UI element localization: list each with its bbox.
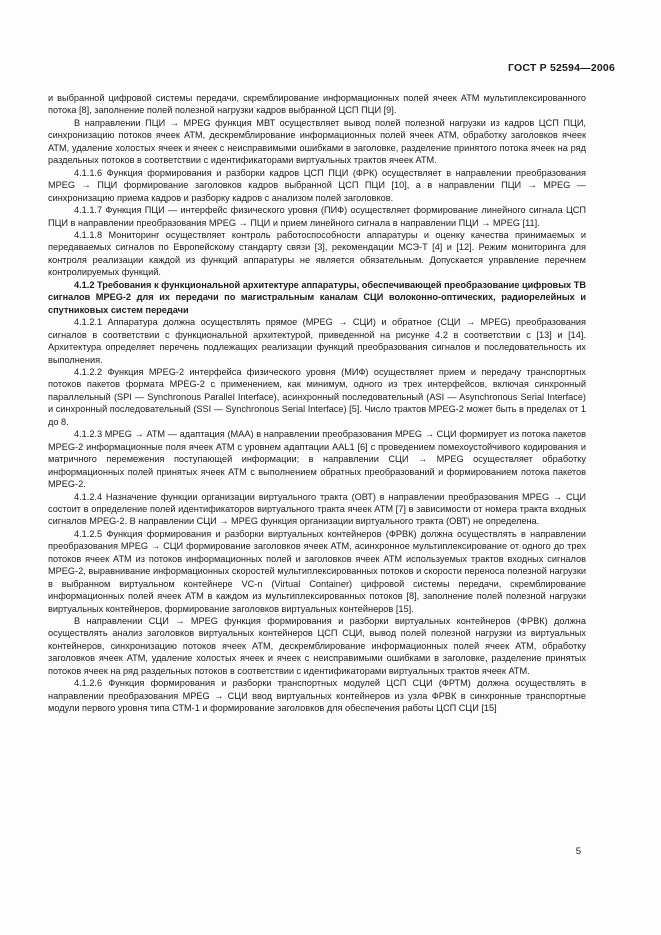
paragraph-4-1-2-6: 4.1.2.6 Функция формирования и разборки транспортных модулей ЦСП СЦИ (ФРТМ) должна осуществлять в направлении преобразования MPEG → СЦИ ввод виртуальных контейнеров из узла ФРВК в синхронные транспортные модули первого уровня типа СТМ-1 и формирование заголовков для обеспечения работы ЦСП СЦИ [15] (48, 678, 586, 714)
paragraph: В направлении ПЦИ → MPEG функция МВТ осуществляет вывод полей полезной нагрузки из кадров ЦСП ПЦИ, синхронизацию потоков ячеек АТМ, дескремблирование информационных полей ячеек АТМ, обработку заголовков ячеек АТМ, удаление холостых ячеек и ячеек с неисправимыми ошибками в заголовке, разделение принятого потока ячеек на ряд раздельных потоков в соответствии с идентификаторами виртуальных трактов ячеек АТМ. (48, 117, 586, 166)
paragraph-4-1-1-7: 4.1.1.7 Функция ПЦИ — интерфейс физического уровня (ПИФ) осуществляет формирование линейного сигнала ЦСП ПЦИ в направлении преобразования MPEG → ПЦИ и прием линейного сигнала в направлении ПЦИ → MPEG [11]. (48, 205, 586, 228)
document-body (48, 92, 586, 715)
paragraph-4-1-2-5: 4.1.2.5 Функция формирования и разборки виртуальных контейнеров (ФРВК) должна осуществлять в направлении преобразования MPEG → СЦИ формирование заголовков ячеек АТМ, асинхронное мультиплексирование от одного до трех потоков ячеек АТМ из потоков информационных полей и заголовков ячеек АТМ используемых трактов входных сигналов MPEG-2, выравнивание информационных скоростей мультиплексированных потоков и скорости переноса полезной нагрузки в выбранном виртуальном контейнере VC-n (Virtual Container) цифровой системы передачи, скремблирование информационных полей ячеек АТМ в каждом из мультиплексированных потоков [8], заполнение полей полезной нагрузки виртуальных контейнеров, формирование заголовков виртуальных контейнеров [15]. (48, 528, 586, 614)
paragraph-4-1-2-1: 4.1.2.1 Аппаратура должна осуществлять прямое (MPEG → СЦИ) и обратное (СЦИ → MPEG) преобразования сигналов в соответствии с функциональной архитектурой, приведенной на рисунке 4.2 в соответствии с [13] и [14]. Архитектура определяет перечень подлежащих реализации функций преобразования сигналов и последовательность их выполнения. (48, 317, 586, 365)
paragraph-continuation: и выбранной цифровой системы передачи, скремблирование информационных полей ячеек АТМ мультиплексированного потока [8], заполнение полей полезной нагрузки кадров выбранной ЦСП ПЦИ [9]. (48, 93, 586, 116)
paragraph-4-1-2-2: 4.1.2.2 Функция MPEG-2 интерфейса физического уровня (МИФ) осуществляет прием и передачу транспортных потоков пакетов формата MPEG-2 с применением, как минимум, одного из трех интерфейсов, включая синхронный параллельный (SPI — Synchronous Parallel Interface), асинхронный последовательный (ASI — Asynchronous Serial Interface) и синхронный последовательный (SSI — Synchronous Serial Interface) [5]. Число трактов MPEG-2 может быть в пределах от 1 до 8. (48, 366, 586, 427)
paragraph-4-1-1-6: 4.1.1.6 Функция формирования и разборки кадров ЦСП ПЦИ (ФРК) осуществляет в направлении преобразования MPEG → ПЦИ формирование заголовков кадров выбранной ЦСП ПЦИ [10], а в направлении ПЦИ → MPEG — синхронизацию приема кадров и разборку кадров с анализом полей заголовков. (48, 167, 586, 203)
paragraph: В направлении СЦИ → MPEG функция формирования и разборки виртуальных контейнеров (ФРВК) должна осуществлять анализ заголовков виртуальных контейнеров ЦСП СЦИ, вывод полей полезной нагрузки из виртуальных контейнеров, синхронизацию потоков ячеек АТМ, дескремблирование информационных полей ячеек АТМ, обработку заголовков ячеек АТМ, удаление холостых ячеек и ячеек с неисправимыми ошибками в заголовке, разделение принятых потоков ячеек на ряд раздельных потоков в соответствии с идентификаторами виртуальных трактов ячеек АТМ. (48, 616, 586, 676)
page-number: 5 (575, 846, 581, 857)
paragraph-4-1-2-4: 4.1.2.4 Назначение функции организации виртуального тракта (ОВТ) в направлении преобразования MPEG → СЦИ состоит в определение полей идентификаторов виртуального тракта ячеек АТМ [7] в зависимости от номера тракта входных сигналов MPEG-2. В направлении СЦИ → MPEG функция организации виртуального тракта (ОВТ) не определена. (48, 491, 586, 527)
paragraph-4-1-2-3: 4.1.2.3 MPEG → АТМ — адаптация (МАА) в направлении преобразования MPEG → СЦИ формирует из потока пакетов MPEG-2 информационные поля ячеек АТМ с уровнем адаптации AAL1 [6] с проведением помехоустойчивого кодирования и матричного перемежения поступающей информации; в направлении СЦИ → MPEG осуществляет обработку информационных полей принятых ячеек АТМ с выполнением обратных преобразований и формированием потока пакетов MPEG-2. (48, 429, 586, 490)
paragraph-4-1-1-8: 4.1.1.8 Мониторинг осуществляет контроль работоспособности аппаратуры и оценку качества принимаемых и передаваемых сигналов по Европейскому стандарту связи [3], рекомендации МСЭ-Т [4] и [12]. Режим мониторинга для контроля реализации каждой из функций аппаратуры не является обязательным. Допускается управление перечнем контролируемых функций. (48, 229, 586, 278)
section-heading-4-1-2: 4.1.2 Требования к функциональной архитектуре аппаратуры, обеспечивающей преобразование цифровых ТВ сигналов MPEG-2 для их передачи по магистральным каналам СЦИ волоконно-оптических, радиорелейных и спутниковых систем передачи (48, 279, 586, 315)
document-header: ГОСТ Р 52594—2006 (507, 62, 615, 74)
